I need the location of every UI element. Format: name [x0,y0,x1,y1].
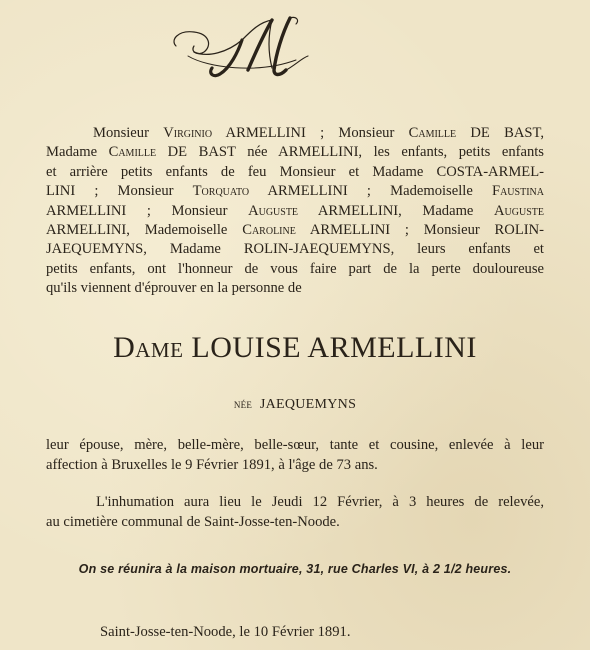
announcement-line: et arrière petits enfants de feu Monsieur et Madame COSTA-ARMEL- [46,163,544,180]
given-name: Camille [108,144,157,161]
title-prefix: Dame [113,331,184,364]
announcement-line: Monsieur Virginio ARMELLINI ; Monsieur Camille DE BAST, [93,125,544,141]
gathering-notice: On se réunira à la maison mortuaire, 31, rue Charles VI, à 2 1/2 heures. [78,562,512,576]
burial-paragraph [46,492,544,532]
announcement-line: ARMELLINI, Mademoiselle Caroline ARMELLINI ; Monsieur ROLIN- [46,222,544,239]
given-name: Torquato [192,183,250,200]
announcement-line: qu'ils viennent d'éprouver en la personne de [46,280,302,297]
given-name: Caroline [242,222,296,239]
announcement-line: Madame Camille DE BAST née ARMELLINI, les enfants, petits enfants [46,144,544,161]
monogram-m-icon [168,12,318,82]
given-name: Auguste [494,202,544,219]
burial-line-1: L'inhumation aura lieu le Jeudi 12 Février, à 3 heures de relevée, [96,494,544,510]
burial-line-2: au cimetière communal de Saint-Josse-ten-Noode. [46,514,340,530]
given-name: Faustina [491,183,544,200]
place-date-line: Saint-Josse-ten-Noode, le 10 Février 1891. [100,624,351,640]
details-line-1: leur épouse, mère, belle-mère, belle-sœur, tante et cousine, enlevée à leur [46,437,544,453]
deceased-name-heading [0,331,590,365]
details-line-2: affection à Bruxelles le 9 Février 1891, à l'âge de 73 ans. [46,457,378,473]
given-name: Auguste [248,202,299,219]
given-name: Camille [408,125,457,141]
given-name: Virginio [163,125,213,141]
announcement-line: LINI ; Monsieur Torquato ARMELLINI ; Mademoiselle Faustina [46,183,544,200]
announcement-line: JAEQUEMYNS, Madame ROLIN-JAEQUEMYNS, leurs enfants et [46,241,544,258]
nee-label: née [233,396,253,411]
announcement-line: petits enfants, ont l'honneur de vous faire part de la perte douloureuse [46,260,544,277]
details-paragraph [46,435,544,475]
maiden-name-line [0,396,590,413]
deceased-name: LOUISE ARMELLINI [191,331,477,364]
maiden-name: JAEQUEMYNS [259,397,357,412]
announcement-paragraph [46,124,544,299]
announcement-line: ARMELLINI ; Monsieur Auguste ARMELLINI, Madame Auguste [46,202,544,219]
